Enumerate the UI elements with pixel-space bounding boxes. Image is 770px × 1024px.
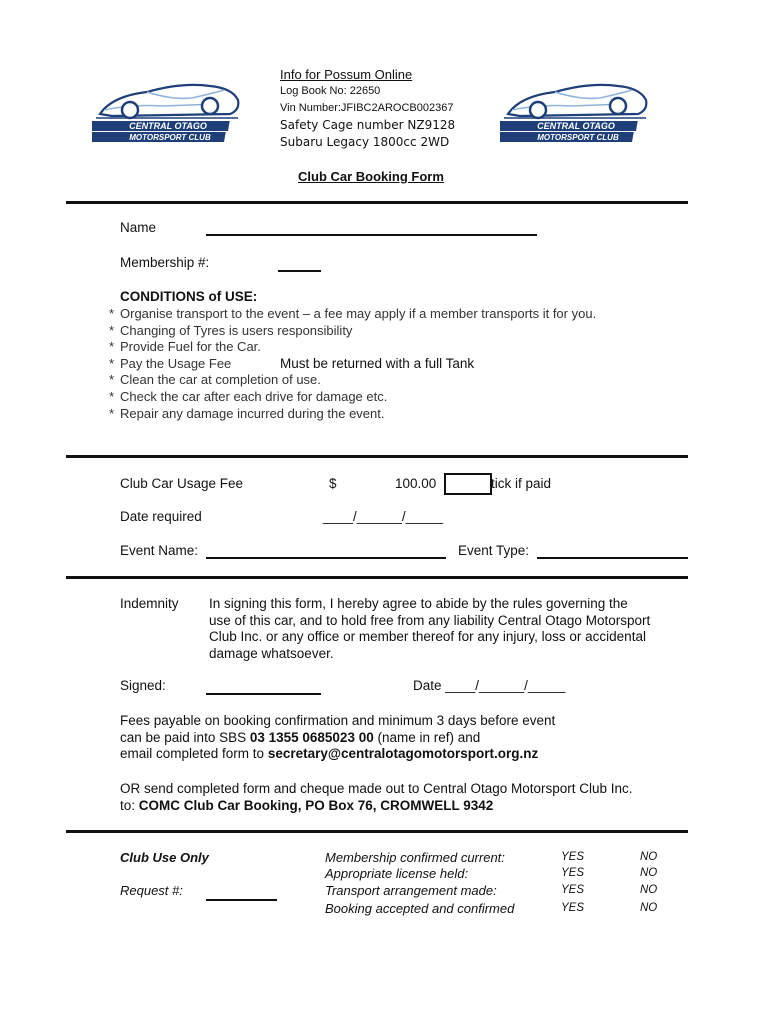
check-label: Booking accepted and confirmed — [325, 901, 515, 916]
club-logo-right — [500, 74, 650, 146]
indemnity-text: In signing this form, I hereby agree to abide by the rules governing the use of this car, and to hold free from any liability Central Otago Motorsport Club Inc. or any office or member thereof for any injury, loss or accidental damage whatsoever. — [209, 596, 651, 661]
svg-text:MOTORSPORT CLUB: MOTORSPORT CLUB — [129, 133, 211, 142]
signed-label: Signed: — [120, 678, 166, 693]
cheque-info: OR send completed form and cheque made out to Central Otago Motorsport Club Inc. to: COMC Club Car Booking, PO Box 76, CROMWELL 9342 — [120, 781, 633, 813]
event-type-label: Event Type: — [458, 543, 530, 558]
date-required-label: Date required — [120, 509, 202, 524]
event-name-label: Event Name: — [120, 543, 199, 558]
postal-address: COMC Club Car Booking, PO Box 76, CROMWELL 9342 — [138, 797, 494, 813]
divider — [66, 455, 688, 458]
log-book-number: Log Book No: 22650 — [280, 85, 381, 97]
list-item: * Changing of Tyres is users responsibility — [120, 323, 596, 340]
no-option[interactable]: NO — [640, 851, 658, 863]
car-logo-icon — [500, 74, 650, 146]
no-option[interactable]: NO — [640, 884, 658, 896]
divider — [66, 576, 688, 579]
svg-text:MOTORSPORT CLUB: MOTORSPORT CLUB — [537, 133, 619, 142]
car-logo-icon — [92, 74, 242, 146]
conditions-heading: CONDITIONS of USE: — [120, 289, 258, 304]
check-label: Appropriate license held: — [325, 866, 469, 881]
yes-option[interactable]: YES — [561, 884, 585, 896]
payment-info: Fees payable on booking confirmation and minimum 3 days before event can be paid into SBS 03 1355 0685023 00 (name in ref) and email completed form to secretary@centralotagomotorsport.org.nz — [120, 713, 556, 762]
vin-number: Vin Number:JFIBC2AROCB002367 — [280, 102, 454, 114]
check-label: Transport arrangement made: — [325, 883, 497, 898]
name-field[interactable] — [206, 234, 537, 236]
membership-label: Membership #: — [120, 255, 210, 270]
no-option[interactable]: NO — [640, 902, 658, 914]
list-item: * Clean the car at completion of use. — [120, 372, 596, 389]
check-label: Membership confirmed current: — [325, 850, 505, 865]
divider — [66, 201, 688, 204]
yes-option[interactable]: YES — [561, 902, 585, 914]
yes-option[interactable]: YES — [561, 851, 585, 863]
signature-field[interactable] — [206, 693, 321, 695]
divider — [66, 830, 688, 833]
paid-checkbox[interactable] — [444, 473, 492, 495]
bank-account: 03 1355 0685023 00 — [249, 729, 374, 745]
list-item: * Repair any damage incurred during the event. — [120, 406, 596, 423]
email-address: secretary@centralotagomotorsport.org.nz — [267, 746, 539, 762]
fee-currency: $ — [329, 476, 337, 491]
membership-field[interactable] — [278, 270, 321, 272]
svg-text:CENTRAL OTAGO: CENTRAL OTAGO — [537, 121, 615, 131]
tick-if-paid-label: tick if paid — [491, 476, 552, 491]
list-item: * Provide Fuel for the Car. — [120, 339, 596, 356]
request-field[interactable] — [206, 899, 277, 901]
club-logo-left — [92, 74, 242, 146]
request-label: Request #: — [120, 883, 183, 898]
name-label: Name — [120, 220, 157, 235]
yes-option[interactable]: YES — [561, 867, 585, 879]
fuel-note: Must be returned with a full Tank — [280, 356, 475, 371]
fee-label: Club Car Usage Fee — [120, 476, 244, 491]
fee-amount: 100.00 — [395, 476, 437, 491]
header-info — [280, 66, 455, 151]
indemnity-label: Indemnity — [120, 596, 179, 611]
event-type-field[interactable] — [537, 557, 688, 559]
signed-date-field[interactable]: Date ____/______/_____ — [413, 678, 566, 693]
form-title: Club Car Booking Form — [298, 169, 444, 184]
header-title: Info for Possum Online — [280, 67, 413, 82]
list-item: * Pay the Usage Fee — [120, 356, 596, 373]
club-use-heading: Club Use Only — [120, 850, 209, 865]
date-required-field[interactable]: ____/______/_____ — [323, 509, 444, 524]
no-option[interactable]: NO — [640, 867, 658, 879]
list-item: * Check the car after each drive for damage etc. — [120, 389, 596, 406]
svg-text:CENTRAL OTAGO: CENTRAL OTAGO — [129, 121, 207, 131]
list-item: * Organise transport to the event – a fee may apply if a member transports it for you. — [120, 306, 596, 323]
car-model: Subaru Legacy 1800cc 2WD — [280, 135, 450, 149]
event-name-field[interactable] — [206, 557, 446, 559]
safety-cage-number: Safety Cage number NZ9128 — [280, 118, 456, 132]
